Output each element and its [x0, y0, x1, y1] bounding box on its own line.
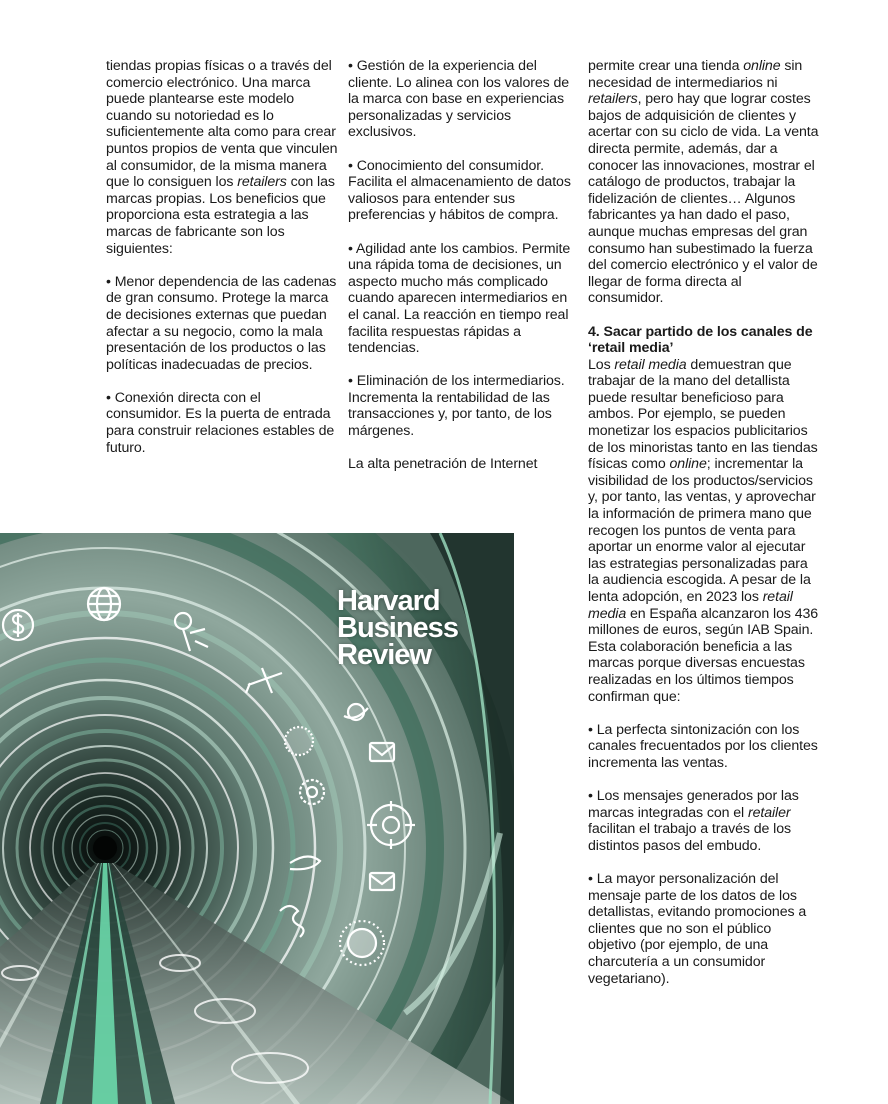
section-heading: 4. Sacar partido de los canales de ‘retail media’ — [588, 323, 813, 357]
bullet-paragraph: • La perfecta sintonización con los canales frecuentados por los clientes incrementa las ventas. — [588, 721, 818, 771]
bullet-paragraph: • Menor dependencia de las cadenas de gran consumo. Protege la marca de decisiones externas que puedan afectar a su negocio, como la mala presentación de los productos o las políticas inadecuadas de precios. — [106, 273, 337, 373]
text-column-2 — [348, 58, 580, 473]
globe-icon — [88, 588, 120, 620]
paragraph: La alta penetración de Internet — [348, 456, 538, 473]
harvard-business-review-logo: Harvard Business Review — [337, 585, 458, 671]
dollar-icon — [3, 610, 33, 640]
paragraph: Los retail media demuestran que trabajar de la mano del detallista puede resultar beneficioso para ambos. Por ejemplo, se pueden monetizar los espacios publicitarios de los minoristas tanto en las tiendas físicas como online; incrementar la visibilidad de los productos/servicios y, por tanto, las ventas, y aprovechar la información de primera mano que recogen los puntos de venta para aportar un enorme valor al ejecutar las estrategias personalizadas para la audiencia escogida. A pesar de la lenta adopción, en 2023 los retail media en España alcanzaron los 436 millones de euros, según IAB Spain. Esta colaboración beneficia a las marcas porque diversas encuestas realizadas en los últimos tiempos confirman que: — [588, 356, 819, 705]
bullet-paragraph: • Agilidad ante los cambios. Permite una rápida toma de decisiones, un aspecto mucho más complicado cuando aparecen intermediarios en el canal. La reacción en tiempo real facilita respuestas rápidas a tendencias. — [348, 240, 571, 357]
mail-icon — [370, 743, 394, 761]
paragraph: tiendas propias físicas o a través del comercio electrónico. Una marca puede plantearse este modelo cuando su notoriedad es lo suficientemente alta como para crear puntos propios de venta que vinculen al consumidor, de la misma manera que lo consiguen los retailers con las marcas propias. Los beneficios que proporciona esta estrategia a las marcas de fabricante son los siguientes: — [106, 58, 338, 257]
bullet-paragraph: • Conexión directa con el consumidor. Es la puerta de entrada para construir relaciones estables de futuro. — [106, 389, 335, 456]
globe-dots-icon — [285, 727, 313, 755]
paragraph: permite crear una tienda online sin necesidad de intermediarios ni retailers, pero hay que lograr costes bajos de adquisición de clientes y acertar con su ciclo de vida. La venta directa permite, además, dar a conocer las innovaciones, mostrar el catálogo de productos, trabajar la fidelización de clientes… Algunos fabricantes ya han dado el paso, aunque muchas empresas del gran consumo han subestimado la fuerza del comercio electrónico y el valor de llegar de forma directa al consumidor. — [588, 58, 819, 307]
envelope-icon — [370, 873, 394, 890]
bullet-paragraph: • Conocimiento del consumidor. Facilita el almacenamiento de datos valiosos para entender sus preferencias y hábitos de compra. — [348, 157, 571, 224]
text-column-1 — [106, 58, 338, 456]
bullet-paragraph: • Eliminación de los intermediarios. Incrementa la rentabilidad de las transacciones y, por tanto, de los márgenes. — [348, 373, 565, 440]
bullet-paragraph: • La mayor personalización del mensaje parte de los datos de los detallistas, evitando promociones a clientes que no son el público objetivo (por ejemplo, de una charcutería a un consumidor vegetariano). — [588, 871, 807, 987]
text-column-3 — [588, 58, 820, 987]
bullet-paragraph: • Gestión de la experiencia del cliente. Lo alinea con los valores de la marca con base en experiencias personalizadas y servicios exclusivos. — [348, 58, 570, 141]
bullet-paragraph: • Los mensajes generados por las marcas integradas con el retailer facilitan el trabajo a través de los distintos pasos del embudo. — [588, 788, 799, 854]
